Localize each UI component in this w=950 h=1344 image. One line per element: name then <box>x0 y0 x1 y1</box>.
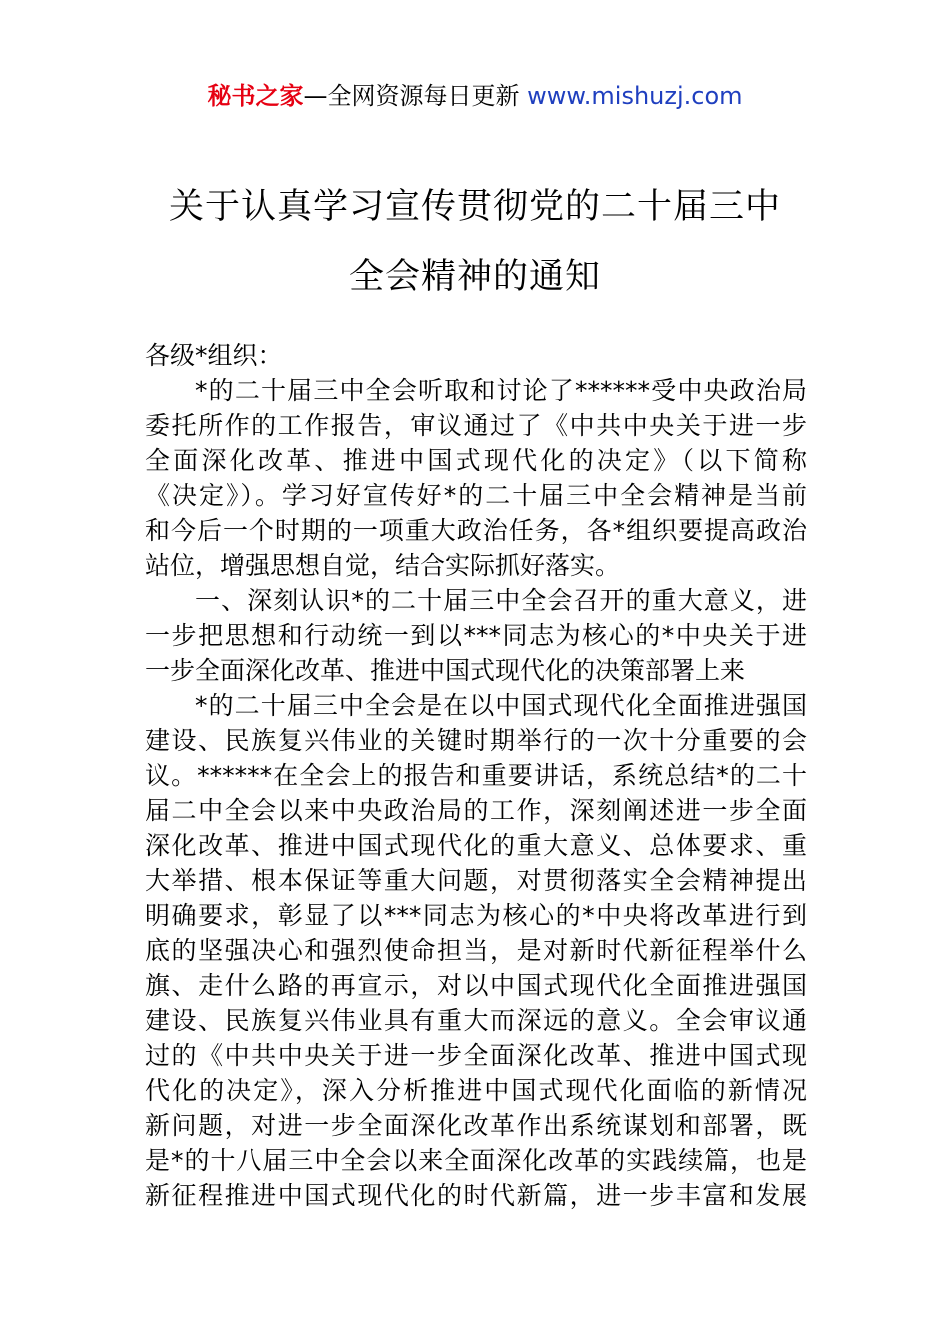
site-url: www.mishuzj.com <box>519 82 743 110</box>
body-line: 全面深化改革、推进中国式现代化的决定》（以下简称 <box>145 446 807 475</box>
body-line: 议。******在全会上的报告和重要讲话，系统总结*的二十 <box>145 761 807 790</box>
document-title <box>0 172 950 312</box>
body-line: 明确要求，彰显了以***同志为核心的*中央将改革进行到 <box>145 901 807 930</box>
site-tagline: —全网资源每日更新 <box>303 82 520 110</box>
body-line: 过的《中共中央关于进一步全面深化改革、推进中国式现 <box>145 1041 807 1070</box>
site-brand: 秘书之家 <box>207 82 304 110</box>
body-line: 和今后一个时期的一项重大政治任务，各*组织要提高政治 <box>145 516 807 545</box>
body-line: 是*的十八届三中全会以来全面深化改革的实践续篇，也是 <box>145 1146 807 1175</box>
body-line: 《决定》）。学习好宣传好*的二十届三中全会精神是当前 <box>145 481 807 510</box>
document-body <box>145 338 807 1213</box>
title-line-2: 全会精神的通知 <box>348 257 601 297</box>
body-line: 旗、走什么路的再宣示，对以中国式现代化全面推进强国 <box>145 971 807 1000</box>
salutation: 各级*组织： <box>145 341 283 370</box>
body-line: 建设、民族复兴伟业的关键时期举行的一次十分重要的会 <box>145 726 807 755</box>
body-line: 站位，增强思想自觉，结合实际抓好落实。 <box>145 551 621 580</box>
body-line: 代化的决定》，深入分析推进中国式现代化面临的新情况 <box>145 1076 807 1105</box>
body-line: 建设、民族复兴伟业具有重大而深远的意义。全会审议通 <box>145 1006 807 1035</box>
body-line: 委托所作的工作报告，审议通过了《中共中央关于进一步 <box>145 411 807 440</box>
section-heading-line: 一步把思想和行动统一到以***同志为核心的*中央关于进 <box>145 621 807 650</box>
body-line: 届二中全会以来中央政治局的工作，深刻阐述进一步全面 <box>145 796 807 825</box>
body-line: 底的坚强决心和强烈使命担当，是对新时代新征程举什么 <box>145 936 807 965</box>
title-line-1: 关于认真学习宣传贯彻党的二十届三中 <box>168 187 781 227</box>
body-line: *的二十届三中全会是在以中国式现代化全面推进强国 <box>195 691 807 720</box>
body-line: 大举措、根本保证等重大问题，对贯彻落实全会精神提出 <box>145 866 807 895</box>
section-heading-line: 一、深刻认识*的二十届三中全会召开的重大意义，进 <box>195 586 807 615</box>
section-heading-line: 一步全面深化改革、推进中国式现代化的决策部署上来 <box>145 656 746 685</box>
body-line: 深化改革、推进中国式现代化的重大意义、总体要求、重 <box>145 831 807 860</box>
body-line: 新征程推进中国式现代化的时代新篇，进一步丰富和发展 <box>145 1181 807 1210</box>
body-line: *的二十届三中全会听取和讨论了******受中央政治局 <box>195 376 807 405</box>
body-line: 新问题，对进一步全面深化改革作出系统谋划和部署，既 <box>145 1111 807 1140</box>
watermark-header <box>0 80 950 112</box>
